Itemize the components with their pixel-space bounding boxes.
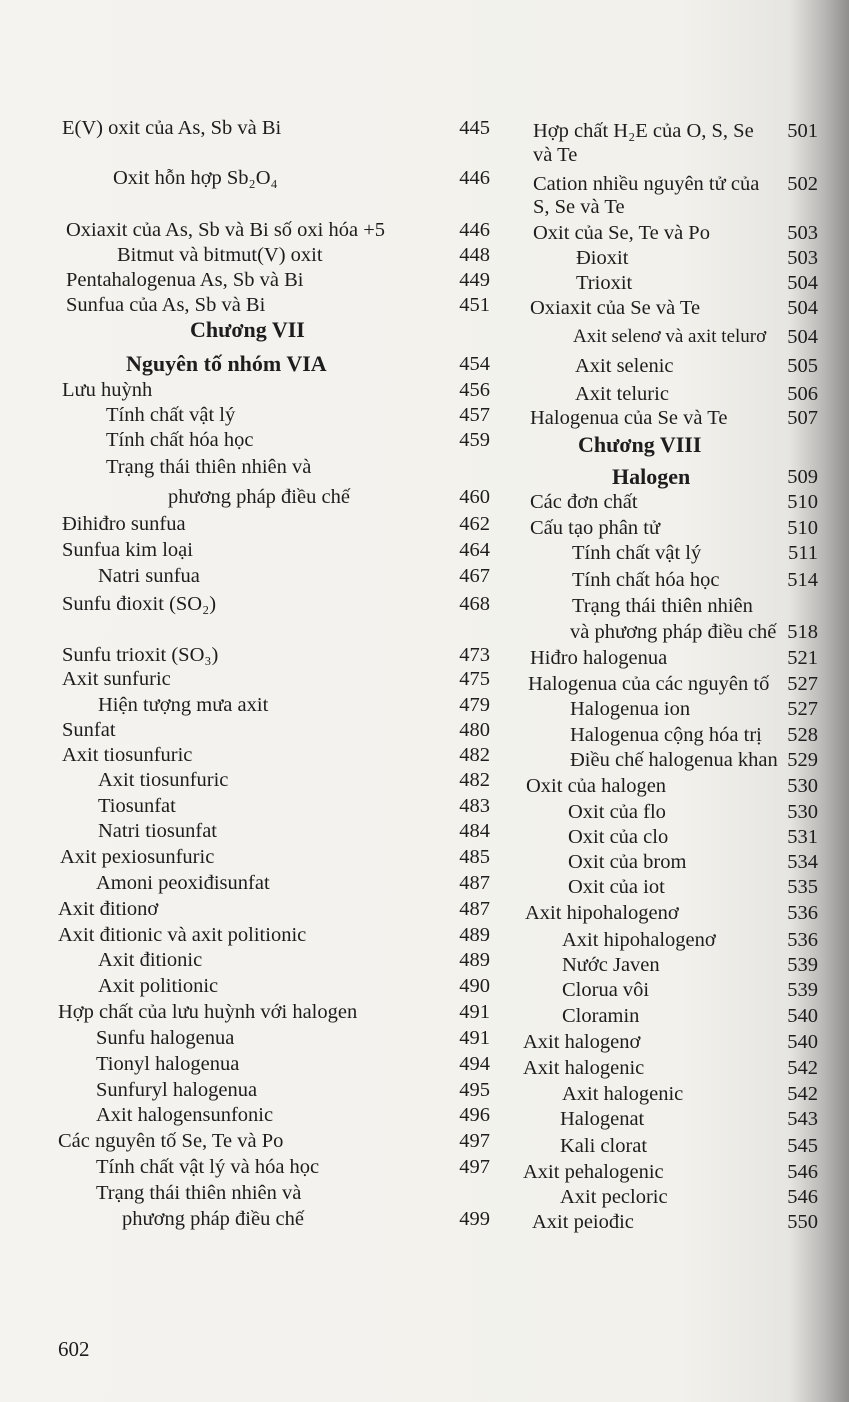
toc-entry-title: Tionyl halogenua	[96, 1053, 240, 1075]
toc-entry-page: 529	[787, 749, 818, 771]
toc-entry-page: 483	[459, 795, 490, 817]
toc-entry-title: Hợp chất của lưu huỳnh với halogen	[58, 1001, 358, 1023]
toc-entry-title: Axit teluric	[575, 383, 669, 405]
toc-entry-title: Oxit của Se, Te và Po	[533, 222, 710, 244]
toc-entry-title: Axit halogenic	[562, 1083, 684, 1105]
toc-entry-title: Nước Javen	[562, 954, 660, 976]
toc-entry-title: Tiosunfat	[98, 795, 176, 817]
toc-entry-title: Cloramin	[562, 1005, 640, 1027]
toc-entry-page: 504	[787, 272, 818, 294]
toc-entry-page: 536	[787, 902, 818, 924]
toc-entry-page: 494	[459, 1053, 490, 1075]
toc-entry-page: 451	[459, 294, 490, 316]
toc-entry-title: Clorua vôi	[562, 979, 650, 1001]
toc-entry-title: E(V) oxit của As, Sb và Bi	[62, 117, 282, 139]
toc-entry-page: 510	[787, 517, 818, 539]
toc-entry-page: 504	[787, 297, 818, 319]
toc-entry-page: 468	[459, 593, 490, 615]
toc-entry-page: 497	[459, 1130, 490, 1152]
chapter-heading: Halogen	[612, 464, 691, 489]
toc-entry-page: 457	[459, 404, 490, 426]
toc-entry-page: 489	[459, 924, 490, 946]
toc-entry-page: 464	[459, 539, 490, 561]
toc-entry-title: Oxit hỗn hợp Sb₂O₄	[113, 167, 278, 189]
toc-entry-title: Sunfuryl halogenua	[96, 1079, 258, 1101]
chapter-heading: Nguyên tố nhóm VIA	[126, 351, 327, 376]
toc-entry-title: Axit đitionic	[98, 949, 203, 971]
toc-entry-page: 545	[787, 1135, 818, 1157]
toc-entry-page: 550	[787, 1211, 818, 1233]
toc-entry-title: Trạng thái thiên nhiên và	[96, 1182, 302, 1204]
toc-entry-title: Sunfu halogenua	[96, 1027, 235, 1049]
toc-entry-page: 448	[459, 244, 490, 266]
toc-entry-page: 467	[459, 565, 490, 587]
toc-entry-page: 502	[787, 173, 818, 195]
toc-entry-title: Halogenua ion	[570, 698, 691, 720]
toc-entry-page: 510	[787, 491, 818, 513]
toc-entry-page: 484	[459, 820, 490, 842]
toc-entry-page: 505	[787, 355, 818, 377]
toc-entry-title: Hiện tượng mưa axit	[98, 694, 269, 716]
toc-entry-title: Tính chất vật lý	[106, 404, 236, 426]
toc-entry-page: 449	[459, 269, 490, 291]
toc-entry-page: 530	[787, 775, 818, 797]
toc-entry-title: Axit tiosunfuric	[98, 769, 229, 791]
toc-entry-page: 487	[459, 898, 490, 920]
toc-entry-page: 446	[459, 167, 490, 189]
chapter-heading: Chương VIII	[578, 432, 702, 457]
toc-entry-title: Halogenua cộng hóa trị	[570, 724, 762, 746]
toc-entry-page: 462	[459, 513, 490, 535]
toc-entry-title: Đihiđro sunfua	[62, 513, 186, 535]
toc-entry-page: 501	[787, 120, 818, 142]
toc-entry-title: Hợp chất H₂E của O, S, Se	[533, 120, 754, 142]
toc-entry-page: 542	[787, 1083, 818, 1105]
toc-entry-page: 527	[787, 698, 818, 720]
toc-entry-page: 482	[459, 744, 490, 766]
toc-entry-page: 511	[788, 542, 818, 564]
toc-entry-page: 543	[787, 1108, 818, 1130]
toc-entry-page: 539	[787, 954, 818, 976]
toc-entry-title: Oxiaxit của As, Sb và Bi số oxi hóa +5	[66, 219, 386, 241]
toc-entry-title: Sunfua của As, Sb và Bi	[66, 294, 266, 316]
toc-entry-title: Oxiaxit của Se và Te	[530, 297, 701, 319]
toc-entry-page: 528	[787, 724, 818, 746]
toc-entry-title: Oxit của flo	[568, 801, 666, 823]
toc-entry-page: 542	[787, 1057, 818, 1079]
toc-entry-title: Oxit của halogen	[526, 775, 667, 797]
toc-entry-title: Tính chất vật lý và hóa học	[96, 1156, 320, 1178]
toc-entry-page: 503	[787, 247, 818, 269]
toc-entry-title: Trạng thái thiên nhiên và	[106, 456, 312, 478]
toc-entry-page: 521	[787, 647, 818, 669]
toc-entry-page: 480	[459, 719, 490, 741]
toc-entry-title: Axit halogenơ	[523, 1031, 641, 1053]
toc-entry-page: 546	[787, 1186, 818, 1208]
toc-entry-page: 506	[787, 383, 818, 405]
toc-entry-page: 482	[459, 769, 490, 791]
toc-entry-title: Halogenua của các nguyên tố	[528, 673, 770, 695]
toc-entry-page: 509	[787, 466, 818, 488]
toc-entry-title: Đioxit	[576, 247, 629, 269]
toc-entry-page: 535	[787, 876, 818, 898]
toc-entry-title: Axit tiosunfuric	[62, 744, 193, 766]
toc-entry-page: 460	[459, 486, 490, 508]
toc-entry-page: 546	[787, 1161, 818, 1183]
toc-entry-title: Tính chất hóa học	[572, 569, 720, 591]
toc-entry-page: 496	[459, 1104, 490, 1126]
toc-entry-title: và phương pháp điều chế	[570, 621, 777, 643]
toc-entry-title: Axit đitionơ	[58, 898, 159, 920]
toc-entry-title: Kali clorat	[560, 1135, 648, 1157]
toc-entry-page: 479	[459, 694, 490, 716]
toc-entry-title: Oxit của clo	[568, 826, 669, 848]
toc-entry-page: 491	[459, 1027, 490, 1049]
toc-entry-page: 540	[787, 1005, 818, 1027]
toc-entry-title: Axit pexiosunfuric	[60, 846, 215, 868]
toc-entry-page: 539	[787, 979, 818, 1001]
toc-entry-title: Cấu tạo phân tử	[530, 517, 661, 539]
toc-entry-title: phương pháp điều chế	[122, 1208, 304, 1230]
toc-entry-title: Axit đitionic và axit politionic	[58, 924, 307, 946]
toc-entry-page: 540	[787, 1031, 818, 1053]
toc-entry-title: và Te	[533, 144, 578, 166]
toc-entry-title: Tính chất vật lý	[572, 542, 702, 564]
toc-entry-page: 475	[459, 668, 490, 690]
toc-entry-title: Amoni peoxiđisunfat	[96, 872, 270, 894]
toc-entry-title: Axit pecloric	[560, 1186, 668, 1208]
toc-entry-page: 530	[787, 801, 818, 823]
toc-entry-page: 445	[459, 117, 490, 139]
toc-entry-title: Axit pehalogenic	[523, 1161, 664, 1183]
toc-entry-title: Axit hipohalogenơ	[525, 902, 679, 924]
toc-entry-page: 491	[459, 1001, 490, 1023]
toc-entry-title: Axit politionic	[98, 975, 219, 997]
toc-entry-title: Oxit của iot	[568, 876, 665, 898]
toc-entry-page: 485	[459, 846, 490, 868]
toc-entry-page: 487	[459, 872, 490, 894]
toc-entry-page: 456	[459, 379, 490, 401]
toc-entry-title: S, Se và Te	[533, 196, 625, 218]
toc-entry-title: Axit peiođic	[532, 1211, 634, 1233]
toc-entry-page: 499	[459, 1208, 490, 1230]
toc-entry-page: 490	[459, 975, 490, 997]
toc-entry-title: Axit halogensunfonic	[96, 1104, 274, 1126]
toc-entry-title: Tính chất hóa học	[106, 429, 254, 451]
toc-entry-page: 518	[787, 621, 818, 643]
toc-entry-page: 514	[787, 569, 818, 591]
toc-entry-page: 489	[459, 949, 490, 971]
toc-entry-title: Axit sunfuric	[62, 668, 171, 690]
toc-entry-page: 454	[459, 353, 490, 375]
toc-entry-title: Điều chế halogenua khan	[570, 749, 778, 771]
toc-entry-title: Axit selenơ và axit telurơ	[573, 326, 767, 347]
toc-entry-page: 495	[459, 1079, 490, 1101]
toc-entry-title: Natri tiosunfat	[98, 820, 217, 842]
toc-entry-page: 527	[787, 673, 818, 695]
toc-entry-title: phương pháp điều chế	[168, 486, 350, 508]
toc-entry-title: Các nguyên tố Se, Te và Po	[58, 1130, 284, 1152]
toc-entry-title: Natri sunfua	[98, 565, 200, 587]
chapter-heading: Chương VII	[190, 317, 305, 342]
toc-entry-title: Hiđro halogenua	[530, 647, 668, 669]
toc-entry-page: 503	[787, 222, 818, 244]
toc-entry-page: 531	[787, 826, 818, 848]
toc-entry-title: Các đơn chất	[530, 491, 638, 513]
toc-entry-title: Trioxit	[576, 272, 633, 294]
toc-entry-page: 507	[787, 407, 818, 429]
toc-entry-page: 504	[787, 326, 818, 348]
toc-entry-title: Axit selenic	[575, 355, 674, 377]
toc-entry-title: Sunfu đioxit (SO₂)	[62, 593, 217, 615]
toc-entry-title: Sunfua kim loại	[62, 539, 193, 561]
page-number: 602	[58, 1337, 90, 1361]
toc-entry-page: 534	[787, 851, 818, 873]
toc-entry-title: Bitmut và bitmut(V) oxit	[117, 244, 323, 266]
toc-entry-title: Axit hipohalogenơ	[562, 929, 716, 951]
toc-entry-title: Oxit của brom	[568, 851, 687, 873]
toc-entry-title: Cation nhiều nguyên tử của	[533, 173, 760, 195]
toc-entry-page: 497	[459, 1156, 490, 1178]
toc-entry-title: Halogenat	[560, 1108, 645, 1130]
toc-entry-page: 473	[459, 644, 490, 666]
toc-entry-page: 536	[787, 929, 818, 951]
toc-entry-title: Axit halogenic	[523, 1057, 645, 1079]
toc-entry-page: 459	[459, 429, 490, 451]
toc-entry-title: Lưu huỳnh	[62, 379, 153, 401]
toc-entry-title: Trạng thái thiên nhiên	[572, 595, 753, 617]
toc-entry-title: Halogenua của Se và Te	[530, 407, 728, 429]
toc-entry-page: 446	[459, 219, 490, 241]
toc-entry-title: Sunfu trioxit (SO₃)	[62, 644, 219, 666]
toc-entry-title: Sunfat	[62, 719, 116, 741]
toc-entry-title: Pentahalogenua As, Sb và Bi	[66, 269, 304, 291]
